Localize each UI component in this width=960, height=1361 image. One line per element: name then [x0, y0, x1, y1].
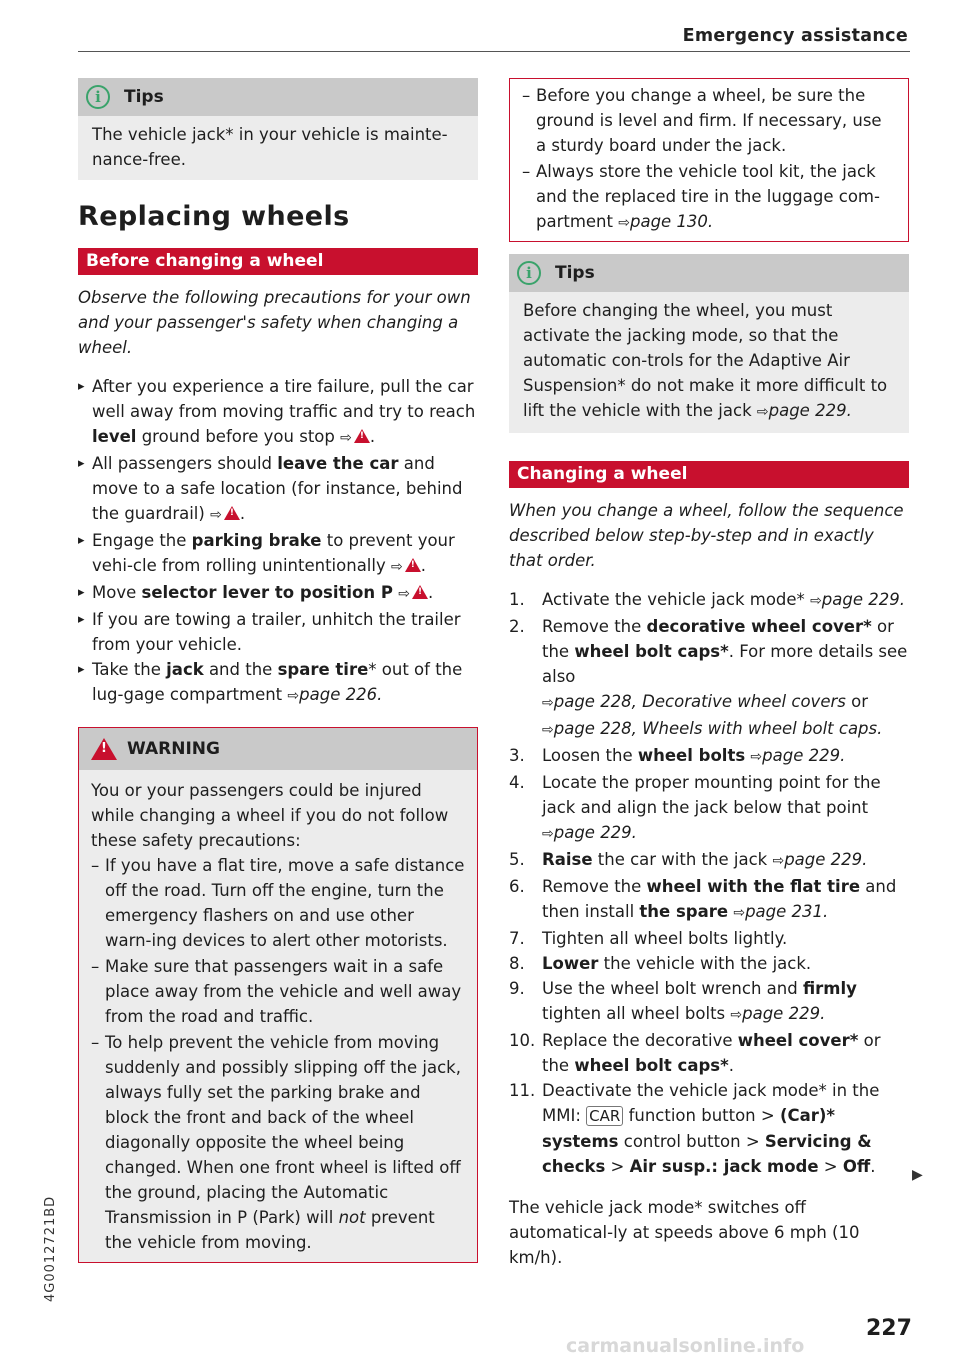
continue-arrow-icon: ▶ [912, 1167, 923, 1183]
list-item: ▸ Engage the parking brake to prevent your vehi-cle from rolling unintentionally ⇨! . [78, 528, 478, 580]
warning-triangle-icon [224, 506, 240, 520]
arrow-right-icon: ⇨ [810, 593, 822, 609]
list-item: ▸ Move selector lever to position P ⇨! . [78, 580, 478, 607]
page-reference-link[interactable]: page 228, Wheels with wheel bolt caps. [553, 719, 883, 738]
arrow-right-icon: ⇨ [542, 826, 554, 842]
tips-body: The vehicle jack* in your vehicle is mainte-nance-free. [92, 125, 448, 169]
steps-list [509, 587, 909, 1179]
step-item: 9. Use the wheel bolt wrench and firmly tighten all wheel bolts ⇨page 229. [509, 979, 857, 1023]
watermark: carmanualsonline.info [566, 1335, 805, 1357]
step-item: 8. Lower the vehicle with the jack. [509, 954, 812, 973]
arrow-right-icon: ⇨ [287, 688, 300, 704]
right-column [509, 78, 909, 1270]
page-header-title: Emergency assistance [682, 26, 908, 46]
left-column [78, 78, 478, 1263]
list-item: ▸ After you experience a tire failure, pull the car well away from moving traffic and try to reach level ground before you stop ⇨! . [78, 374, 478, 451]
warning-header [79, 728, 477, 770]
step-item: 4. Locate the proper mounting point for the jack and align the jack below that point ⇨page 229. [509, 773, 881, 842]
intro-text: Observe the following precautions for your own and your passenger's safety when changing a wheel. [78, 288, 471, 357]
tips-box-left [78, 78, 478, 180]
page-reference-link[interactable]: page 231. [745, 902, 829, 921]
header-rule [78, 51, 910, 52]
page-reference-link[interactable]: page 228, Decorative wheel covers [553, 692, 846, 711]
page-reference-link[interactable]: page 229. [742, 1004, 826, 1023]
tips-label: Tips [124, 86, 164, 107]
page-reference-link[interactable]: page 229. [821, 590, 905, 609]
page-reference-link[interactable]: page 229. [784, 850, 868, 869]
step-item: 10. Replace the decorative wheel cover* or the wheel bolt caps*. [509, 1031, 881, 1075]
precautions-list [78, 374, 478, 709]
list-item: – Before you change a wheel, be sure the ground is level and firm. If necessary, use a sturdy board under the jack. [522, 83, 896, 158]
warning-triangle-icon [91, 738, 117, 760]
tips-header [509, 254, 909, 292]
subsection-bar-before-changing: Before changing a wheel [78, 248, 478, 275]
list-item: – To help prevent the vehicle from moving suddenly and possibly slipping off the jack, always fully set the parking brake and block the front and back of the wheel diagonally opposite the wheel being changed. When one front wheel is lifted off the ground, placing the Automatic Transmission in P (Park) will not prevent the vehicle from moving. [91, 1030, 465, 1255]
page-reference-link[interactable]: page 229. [553, 823, 637, 842]
document-code: 4G0012721BD [43, 1195, 58, 1302]
warning-intro: You or your passengers could be injured while changing a wheel if you do not follow these safety precautions: [91, 781, 449, 850]
info-icon: i [86, 85, 110, 109]
step-item: 5. Raise the car with the jack ⇨page 229. [509, 850, 868, 869]
arrow-right-icon: ⇨ [733, 905, 746, 921]
page-reference-link[interactable]: page 229. [762, 746, 846, 765]
warning-box [78, 727, 478, 1263]
arrow-right-icon: ⇨ [756, 404, 769, 420]
arrow-right-icon: ⇨ [750, 749, 763, 765]
info-icon: i [517, 261, 541, 285]
footer-text: The vehicle jack mode* switches off automatical-ly at speeds above 6 mph (10 km/h). [509, 1198, 860, 1267]
intro-text: When you change a wheel, follow the sequence described below step-by-step and in exactly that order. [509, 501, 904, 570]
page-reference-link[interactable]: page 229. [768, 401, 852, 420]
list-item: ▸ Take the jack and the spare tire* out of the lug-gage compartment ⇨page 226. [78, 657, 478, 709]
warning-triangle-icon [354, 429, 370, 443]
warning-triangle-icon [405, 558, 421, 572]
list-item: ▸ If you are towing a trailer, unhitch the trailer from your vehicle. [78, 607, 478, 657]
tips-box-right [509, 254, 909, 433]
page-reference-link[interactable]: page 226. [299, 685, 383, 704]
arrow-right-icon: ⇨ [398, 586, 410, 602]
step-item: 7. Tighten all wheel bolts lightly. [509, 929, 788, 948]
page-reference-link[interactable]: page 130. [629, 212, 714, 231]
arrow-right-icon: ⇨ [391, 559, 403, 575]
list-item: – Always store the vehicle tool kit, the jack and the replaced tire in the luggage com-partment ⇨page 130. [522, 159, 896, 236]
arrow-right-icon: ⇨ [210, 507, 222, 523]
caution-box [509, 78, 909, 242]
list-item: – If you have a flat tire, move a safe distance off the road. Turn off the engine, turn the emergency flashers on and use other warn-ing devices to alert other motorists. [91, 853, 465, 953]
warning-body [79, 770, 477, 1262]
step-item: 3. Loosen the wheel bolts ⇨page 229. [509, 746, 846, 765]
arrow-right-icon: ⇨ [772, 853, 785, 869]
arrow-right-icon: ⇨ [618, 215, 630, 231]
caution-list [522, 83, 896, 236]
arrow-right-icon: ⇨ [730, 1007, 743, 1023]
subsection-bar-changing-wheel: Changing a wheel [509, 461, 909, 488]
arrow-right-icon: ⇨ [340, 430, 352, 446]
step-item: 6. Remove the wheel with the flat tire and then install the spare ⇨page 231. [509, 877, 897, 921]
step-item: 11. Deactivate the vehicle jack mode* in the MMI: CAR function button > (Car)* systems control button > Servicing & checks > Air susp.: jack mode > Off. [509, 1081, 880, 1176]
warning-triangle-icon [412, 585, 428, 599]
arrow-right-icon: ⇨ [542, 695, 554, 711]
arrow-right-icon: ⇨ [542, 722, 554, 738]
tips-body: Before changing the wheel, you must activate the jacking mode, so that the automatic con-trols for the Adaptive Air Suspension* do not make it more difficult to lift the vehicle with the jack ⇨page 229. [523, 301, 888, 420]
tips-header [78, 78, 478, 116]
car-key-label: CAR [586, 1106, 623, 1126]
step-item: 2. Remove the decorative wheel cover* or the wheel bolt caps*. For more details see also ⇨page 228, Decorative wheel covers or ⇨page 228, Wheels with wheel bolt caps. [509, 617, 908, 738]
step-item: 1. Activate the vehicle jack mode* ⇨page 229. [509, 590, 905, 609]
section-heading: Replacing wheels [78, 201, 350, 232]
tips-label: Tips [555, 262, 595, 283]
warning-list [91, 853, 465, 1255]
list-item: – Make sure that passengers wait in a safe place away from the vehicle and well away from the road and traffic. [91, 954, 465, 1029]
page-number: 227 [866, 1316, 912, 1341]
warning-label: WARNING [127, 738, 220, 759]
list-item: ▸ All passengers should leave the car and move to a safe location (for instance, behind the guardrail) ⇨! . [78, 451, 478, 528]
